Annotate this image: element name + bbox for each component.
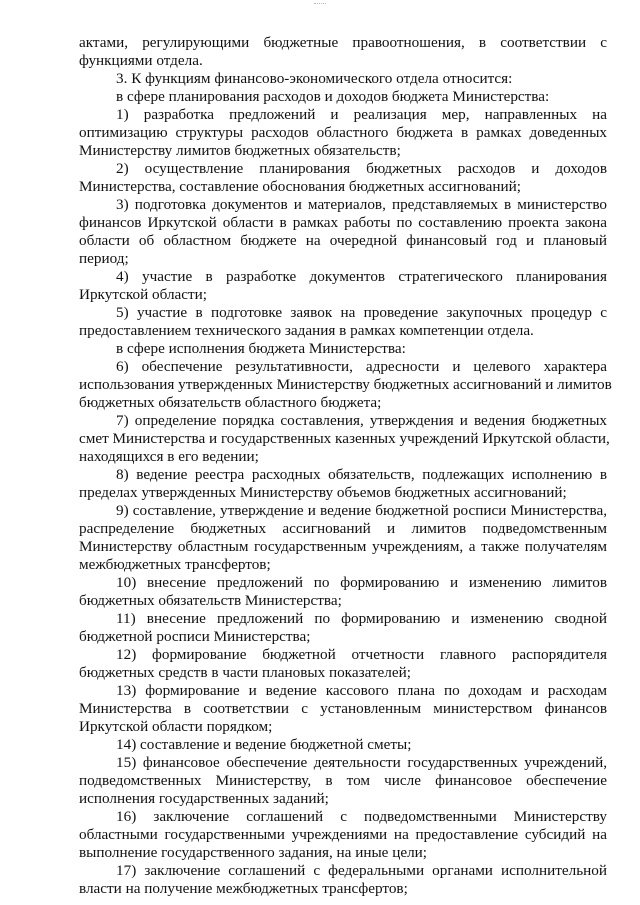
text-line: исполнения государственных заданий; [79, 790, 329, 807]
text-line: Министерства, составление обоснования бюджетных ассигнований; [79, 178, 521, 195]
text-line: использования утвержденных Министерству бюджетных ассигнований и лимитов [79, 376, 612, 393]
text-line: Министерству лимитов бюджетных обязательств; [79, 142, 401, 159]
text-line: Министерства в соответствии с установленным министерством финансов [79, 700, 607, 717]
subsection-heading: в сфере исполнения бюджета Министерства: [116, 340, 406, 357]
text-line: 1) разработка предложений и реализация мер, направленных на [116, 106, 607, 123]
text-line: подведомственных Министерству, в том числе финансовое обеспечение [79, 772, 607, 789]
text-line: 13) формирование и ведение кассового плана по доходам и расходам [116, 682, 607, 699]
text-line: 4) участие в разработке документов стратегического планирования [116, 268, 607, 285]
text-line: бюджетных обязательств Министерства; [79, 592, 342, 609]
text-line: 17) заключение соглашений с федеральными органами исполнительной [116, 862, 607, 879]
text-line: финансов Иркутской области в рамках работы по составлению проекта закона [79, 214, 607, 231]
text-line: 2) осуществление планирования бюджетных расходов и доходов [116, 160, 607, 177]
text-line: выполнение государственного задания, на иные цели; [79, 844, 427, 861]
text-line: бюджетных средств в части плановых показателей; [79, 664, 411, 681]
text-line: 5) участие в подготовке заявок на проведение закупочных процедур с [116, 304, 607, 321]
text-line: 8) ведение реестра расходных обязательств, подлежащих исполнению в [116, 466, 607, 483]
text-line: 3) подготовка документов и материалов, представляемых в министерство [116, 196, 607, 213]
text-line: 12) формирование бюджетной отчетности главного распорядителя [116, 646, 607, 663]
text-line: функциями отдела. [79, 52, 203, 69]
text-line: власти на получение межбюджетных трансфертов; [79, 880, 408, 897]
text-line: Иркутской области порядком; [79, 718, 273, 735]
text-line: Министерству областным государственным учреждениям, а также получателям [79, 538, 607, 555]
text-line: распределение бюджетных ассигнований и лимитов подведомственным [79, 520, 607, 537]
text-line: Иркутской области; [79, 286, 207, 303]
text-line: находящихся в его ведении; [79, 448, 259, 465]
text-line: 10) внесение предложений по формированию и изменению лимитов [116, 574, 607, 591]
text-line: 6) обеспечение результативности, адресности и целевого характера [116, 358, 607, 375]
subsection-heading: в сфере планирования расходов и доходов бюджета Министерства: [116, 88, 550, 105]
text-line: 9) составление, утверждение и ведение бюджетной росписи Министерства, [116, 502, 607, 519]
text-line: бюджетных обязательств областного бюджета; [79, 394, 382, 411]
text-line: 14) составление и ведение бюджетной сметы; [116, 736, 412, 753]
text-line: 15) финансовое обеспечение деятельности государственных учреждений, [116, 754, 607, 771]
text-line: актами, регулирующими бюджетные правоотношения, в соответствии с [79, 34, 607, 51]
text-line: период; [79, 250, 129, 267]
text-line: областными государственными учреждениями на предоставление субсидий на [79, 826, 607, 843]
text-line: пределах утвержденных Министерству объемов бюджетных ассигнований; [79, 484, 567, 501]
section-heading: 3. К функциям финансово-экономического отдела относится: [116, 70, 513, 87]
scan-artifact [314, 3, 326, 6]
text-line: 16) заключение соглашений с подведомственными Министерству [116, 808, 607, 825]
text-line: межбюджетных трансфертов; [79, 556, 271, 573]
text-line: области об областном бюджете на очередной финансовый год и плановый [79, 232, 607, 249]
text-line: бюджетной росписи Министерства; [79, 628, 311, 645]
text-line: смет Министерства и государственных казенных учреждений Иркутской области, [79, 430, 610, 447]
text-line: оптимизацию структуры расходов областного бюджета в рамках доведенных [79, 124, 607, 141]
text-line: 7) определение порядка составления, утверждения и ведения бюджетных [116, 412, 607, 429]
text-line: 11) внесение предложений по формированию и изменению сводной [116, 610, 607, 627]
text-line: предоставлением технического задания в рамках компетенции отдела. [79, 322, 534, 339]
